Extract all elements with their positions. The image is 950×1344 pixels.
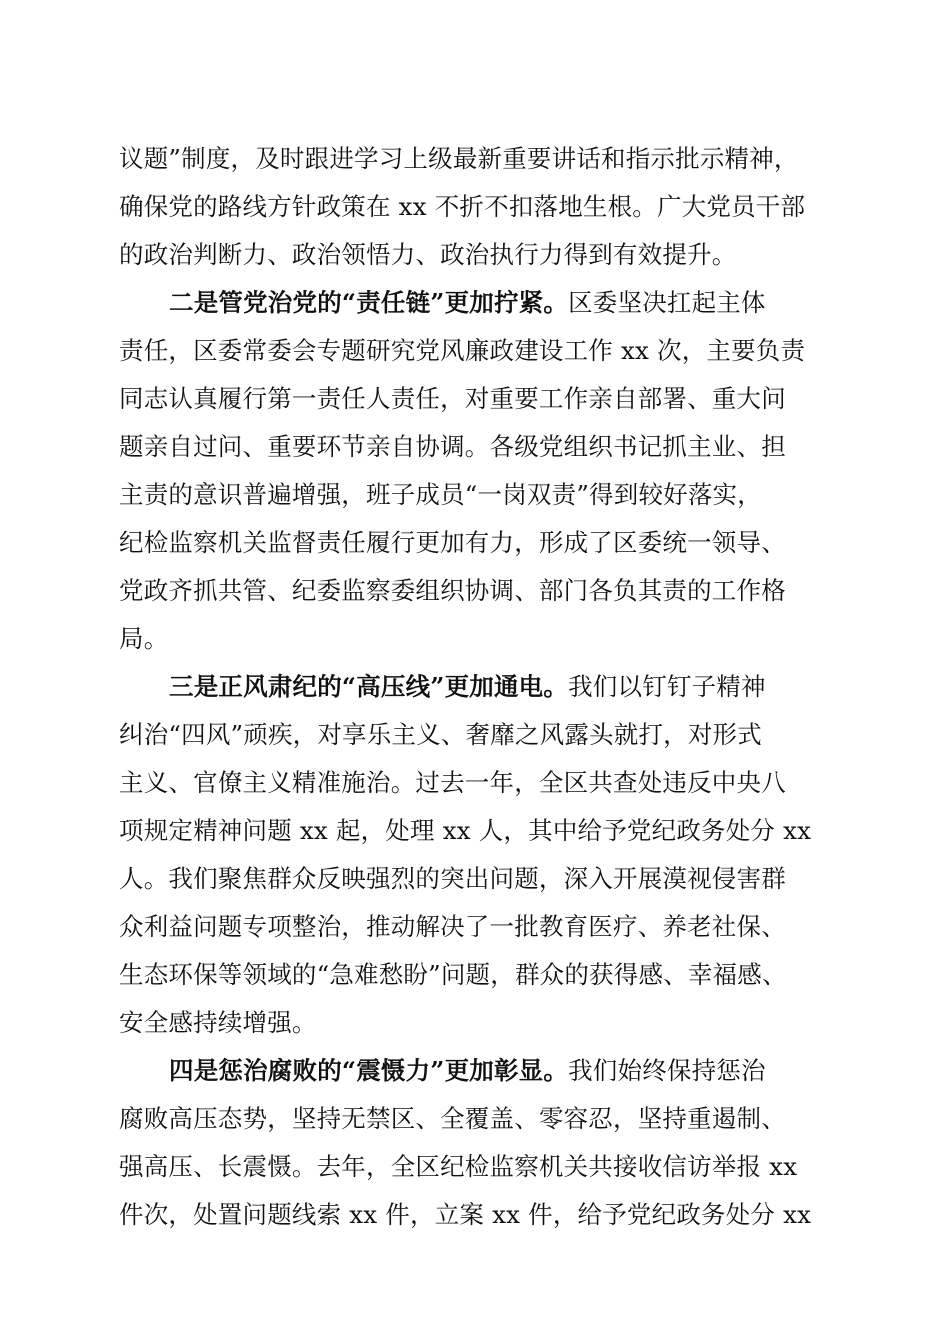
paragraph-2-line-1 [169, 281, 889, 325]
paragraph-4-line-1 [169, 1049, 889, 1093]
paragraph-3-line-7: 生态环保等领域的“急难愁盼”问题，群众的获得感、幸福感、 [119, 960, 787, 989]
paragraph-3-line-6: 众利益问题专项整治，推动解决了一批教育医疗、养老社保、 [119, 912, 786, 941]
paragraph-3-line-1-text: 我们以钉钉子精神 [568, 672, 766, 701]
paragraph-3-line-4: 项规定精神问题 xx 起，处理 xx 人，其中给予党纪政务处分 xx [119, 816, 812, 845]
paragraph-4-line-2: 腐败高压态势，坚持无禁区、全覆盖、零容忍，坚持重遏制、 [119, 1104, 786, 1133]
paragraph-4-line-4: 件次，处置问题线索 xx 件，立案 xx 件，给予党纪政务处分 xx [119, 1200, 812, 1229]
paragraph-1-line-1: 议题”制度，及时跟进学习上级最新重要讲话和指示批示精神， [119, 144, 799, 173]
paragraph-2-line-2: 责任，区委常委会专题研究党风廉政建设工作 xx 次，主要负责 [119, 336, 806, 365]
paragraph-2-lead: 二是管党治党的“责任链”更加拧紧。 [169, 288, 569, 317]
paragraph-4-line-3: 强高压、长震慑。去年，全区纪检监察机关共接收信访举报 xx [119, 1152, 798, 1181]
paragraph-2-line-5: 主责的意识普遍增强，班子成员“一岗双责”得到较好落实， [119, 480, 762, 509]
paragraph-3-lead: 三是正风肃纪的“高压线”更加通电。 [169, 672, 569, 701]
paragraph-2-line-7: 党政齐抓共管、纪委监察委组织协调、部门各负其责的工作格 [119, 576, 786, 605]
paragraph-4-lead: 四是惩治腐败的“震慑力”更加彰显。 [169, 1056, 569, 1085]
paragraph-2-line-8: 局。 [119, 624, 169, 653]
paragraph-3-line-2: 纠治“四风”顽疾，对享乐主义、奢靡之风露头就打，对形式 [119, 720, 762, 749]
paragraph-2-line-3: 同志认真履行第一责任人责任，对重要工作亲自部署、重大问 [119, 384, 786, 413]
paragraph-4-line-1-text: 我们始终保持惩治 [568, 1056, 766, 1085]
paragraph-3-line-8: 安全感持续增强。 [119, 1008, 317, 1037]
paragraph-1-line-3: 的政治判断力、政治领悟力、政治执行力得到有效提升。 [119, 240, 737, 269]
paragraph-3-line-1 [169, 665, 889, 709]
paragraph-3-line-5: 人。我们聚焦群众反映强烈的突出问题，深入开展漠视侵害群 [119, 864, 786, 893]
paragraph-2-line-4: 题亲自过问、重要环节亲自协调。各级党组织书记抓主业、担 [119, 432, 786, 461]
paragraph-2-line-1-text: 区委坚决扛起主体 [568, 288, 766, 317]
paragraph-2-line-6: 纪检监察机关监督责任履行更加有力，形成了区委统一领导、 [119, 528, 786, 557]
paragraph-3-line-3: 主义、官僚主义精准施治。过去一年，全区共查处违反中央八 [119, 768, 786, 797]
paragraph-1-line-2: 确保党的路线方针政策在 xx 不折不扣落地生根。广大党员干部 [119, 192, 806, 221]
